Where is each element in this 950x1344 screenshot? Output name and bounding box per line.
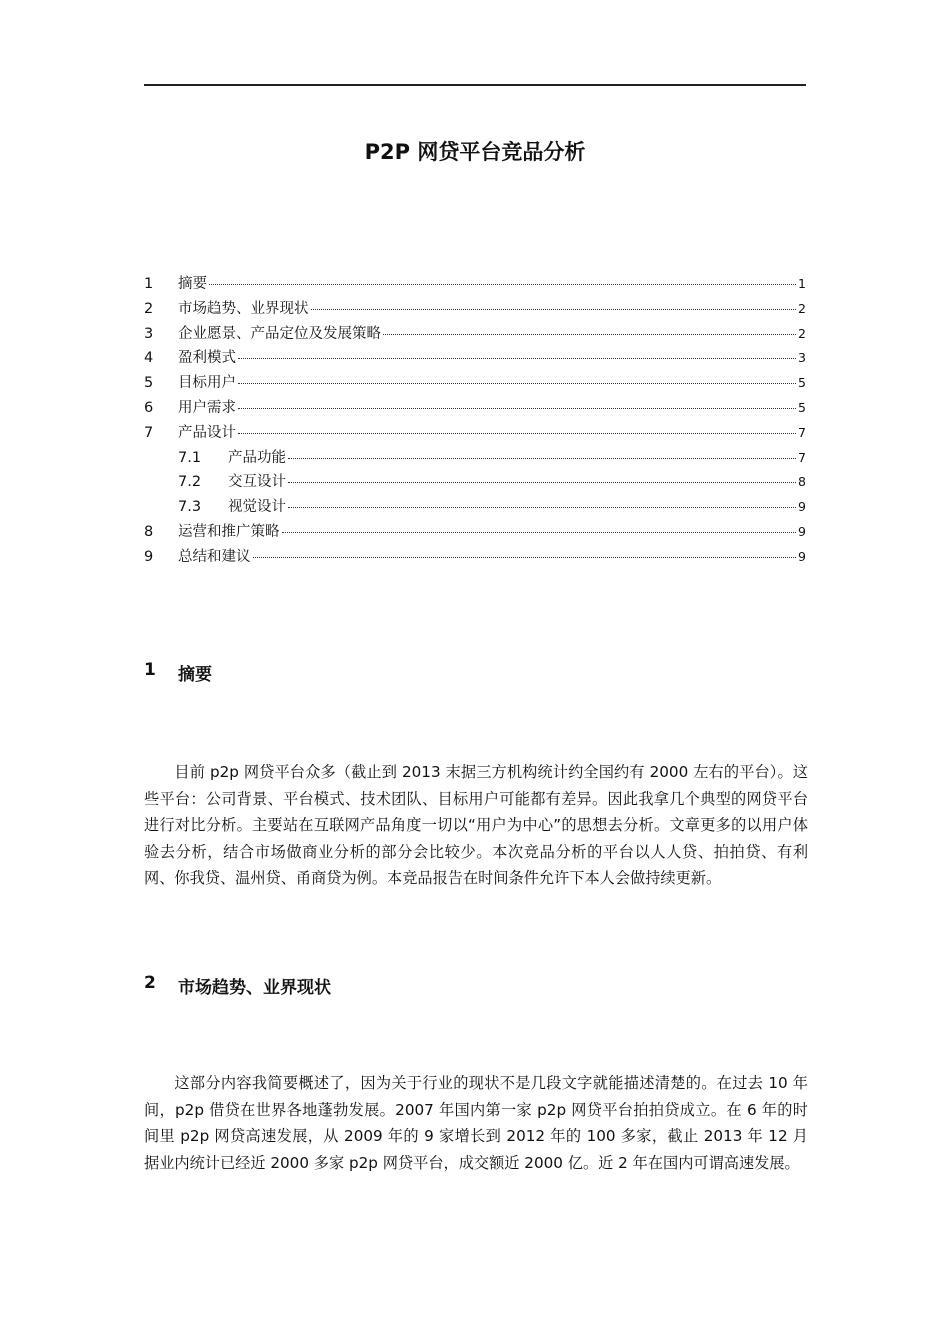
toc-entry-6[interactable]: [144, 396, 806, 421]
toc-label: 交互设计: [228, 474, 286, 491]
toc-page-number: 7: [798, 424, 806, 440]
section-title: 市场趋势、业界现状: [178, 978, 331, 998]
toc-leader-dots: [288, 458, 796, 459]
toc-number: 7.2: [178, 474, 202, 491]
toc-leader-dots: [238, 408, 796, 409]
toc-leader-dots: [238, 383, 796, 384]
toc-entry-4[interactable]: [144, 346, 806, 371]
toc-label: 盈利模式: [178, 350, 236, 367]
toc-number: 6: [144, 399, 154, 416]
toc-label: 企业愿景、产品定位及发展策略: [178, 325, 381, 342]
header-rule: [144, 84, 806, 86]
toc-number: 7: [144, 424, 154, 441]
table-of-contents: [144, 272, 806, 570]
toc-number: 1: [144, 276, 154, 292]
section-heading-2: [144, 973, 331, 998]
section-number: 2: [144, 973, 156, 993]
toc-page-number: 7: [798, 449, 806, 465]
toc-entry-5[interactable]: [144, 371, 806, 396]
toc-entry-3[interactable]: [144, 322, 806, 347]
toc-number: 3: [144, 325, 154, 342]
toc-page-number: 1: [798, 276, 806, 291]
toc-entry-1[interactable]: [144, 272, 806, 297]
toc-number: 5: [144, 375, 154, 392]
toc-number: 2: [144, 300, 154, 317]
toc-label: 产品设计: [178, 424, 236, 441]
section-title: 摘要: [178, 665, 212, 685]
toc-page-number: 2: [798, 325, 806, 341]
toc-page-number: 8: [798, 474, 806, 490]
toc-leader-dots: [238, 433, 796, 434]
toc-number: 7.1: [178, 449, 202, 466]
toc-leader-dots: [238, 358, 796, 359]
section-number: 1: [144, 660, 156, 680]
toc-entry-7-1[interactable]: [144, 446, 806, 471]
toc-label: 用户需求: [178, 399, 236, 416]
section-2-paragraph: 这部分内容我简要概述了，因为关于行业的现状不是几段文字就能描述清楚的。在过去 10 年间，p2p 借贷在世界各地蓬勃发展。2007 年国内第一家 p2p 网贷平台拍拍贷成立。在 6 年的时间里 p2p 网贷高速发展，从 2009 年的 9 家增长到 2012 年的 100 多家，截止 2013 年 12 月据业内统计已经近 2000 多家 p2p 网贷平台，成交额近 2000 亿。近 2 年在国内可谓高速发展。: [144, 1074, 808, 1172]
toc-page-number: 3: [798, 350, 806, 366]
toc-leader-dots: [311, 309, 797, 310]
toc-leader-dots: [209, 284, 796, 285]
toc-label: 市场趋势、业界现状: [178, 300, 309, 317]
toc-entry-7-3[interactable]: [144, 495, 806, 520]
toc-page-number: 9: [798, 548, 806, 564]
toc-number: 8: [144, 523, 154, 540]
toc-label: 运营和推广策略: [178, 523, 280, 540]
toc-page-number: 2: [798, 300, 806, 316]
toc-entry-7[interactable]: [144, 421, 806, 446]
toc-label: 摘要: [178, 276, 207, 292]
toc-leader-dots: [383, 334, 796, 335]
toc-number: 7.3: [178, 499, 202, 516]
section-1-paragraph: 目前 p2p 网贷平台众多（截止到 2013 末据三方机构统计约全国约有 2000 左右的平台）。这些平台：公司背景、平台模式、技术团队、目标用户可能都有差异。因此我拿几个典型的网贷平台进行对比分析。主要站在互联网产品角度一切以“用户为中心”的思想去分析。文章更多的以用户体验去分析，结合市场做商业分析的部分会比较少。本次竞品分析的平台以人人贷、拍拍贷、有利网、你我贷、温州贷、甬商贷为例。本竞品报告在时间条件允许下本人会做持续更新。: [144, 763, 808, 887]
toc-leader-dots: [282, 532, 797, 533]
toc-entry-7-2[interactable]: [144, 470, 806, 495]
toc-entry-2[interactable]: [144, 297, 806, 322]
toc-page-number: 9: [798, 523, 806, 539]
toc-label: 产品功能: [228, 449, 286, 466]
document-title: P2P 网贷平台竞品分析: [364, 140, 586, 164]
toc-number: 4: [144, 350, 154, 367]
toc-leader-dots: [288, 507, 796, 508]
toc-entry-9[interactable]: [144, 545, 806, 570]
toc-number: 9: [144, 548, 154, 565]
section-heading-1: [144, 660, 212, 685]
toc-entry-8[interactable]: [144, 520, 806, 545]
toc-label: 视觉设计: [228, 499, 286, 516]
toc-page-number: 9: [798, 499, 806, 515]
toc-label: 总结和建议: [178, 548, 251, 565]
toc-leader-dots: [253, 557, 797, 558]
toc-page-number: 5: [798, 399, 806, 415]
toc-leader-dots: [288, 482, 796, 483]
toc-label: 目标用户: [178, 375, 236, 392]
toc-page-number: 5: [798, 375, 806, 391]
